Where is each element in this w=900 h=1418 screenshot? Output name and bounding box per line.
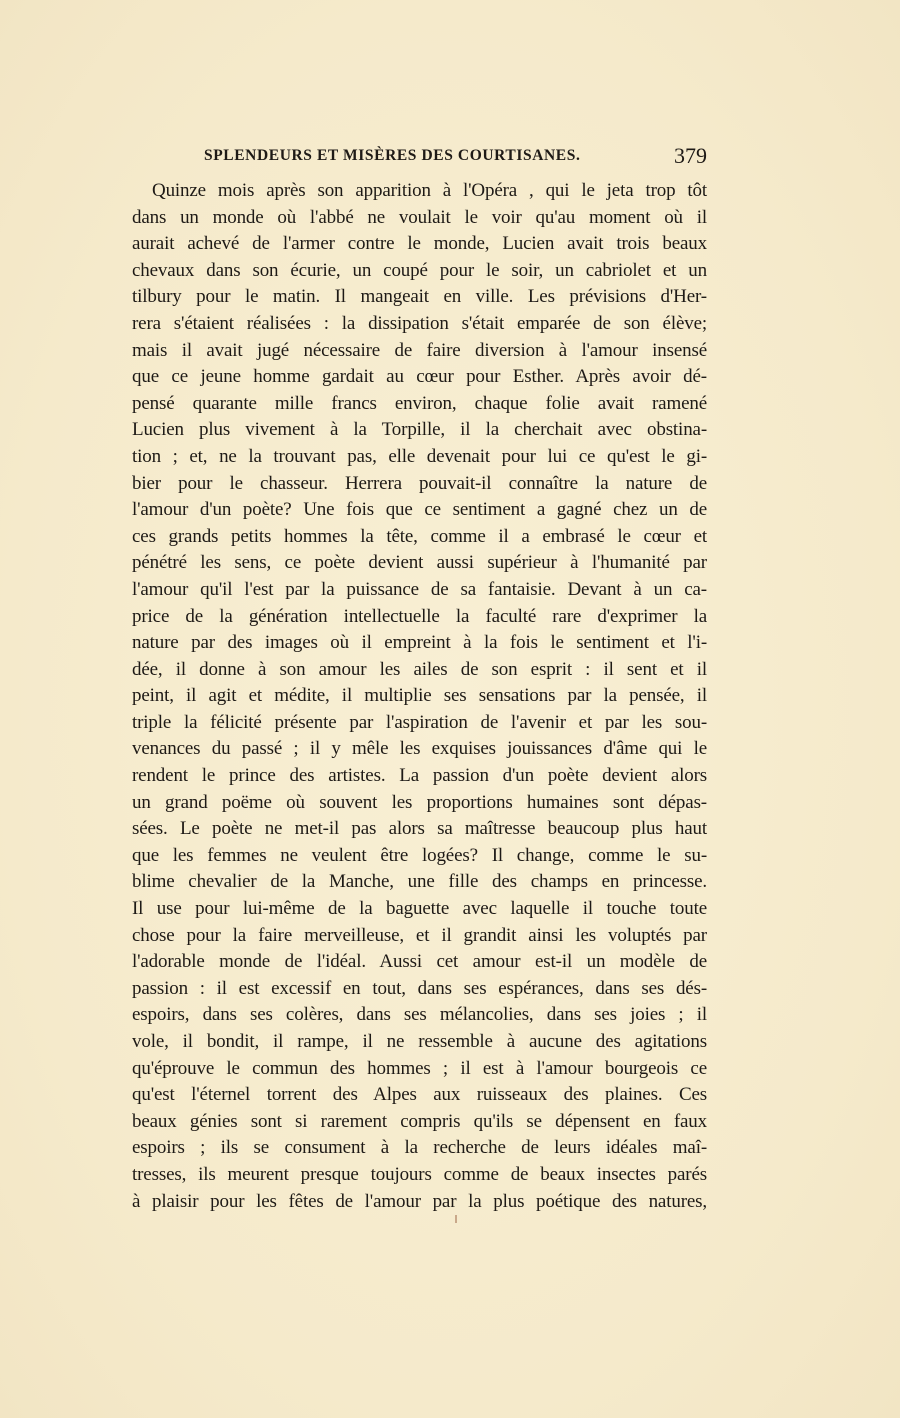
text-line: price de la génération intellectuelle la faculté rare d'exprimer la xyxy=(132,605,707,627)
text-line: tion ; et, ne la trouvant pas, elle devenait pour lui ce qu'est le gi- xyxy=(132,445,707,467)
text-line: qu'est l'éternel torrent des Alpes aux ruisseaux des plaines. Ces xyxy=(132,1084,707,1106)
text-line: ces grands petits hommes la tête, comme il a embrasé le cœur et xyxy=(132,525,707,547)
text-line: bier pour le chasseur. Herrera pouvait-il connaître la nature de xyxy=(132,472,707,494)
text-line: l'amour d'un poète? Une fois que ce sentiment a gagné chez un de xyxy=(132,499,707,521)
text-line: espoirs, dans ses colères, dans ses mélancolies, dans ses joies ; il xyxy=(132,1004,707,1026)
page-number: 379 xyxy=(674,143,707,168)
text-line: un grand poëme où souvent les proportions humaines sont dépas- xyxy=(132,791,707,813)
text-line: venances du passé ; il y mêle les exquises jouissances d'âme qui le xyxy=(132,738,707,760)
running-title: SPLENDEURS ET MISÈRES DES COURTISANES. xyxy=(204,147,581,164)
body-text xyxy=(132,178,707,1215)
text-line: que ce jeune homme gardait au cœur pour Esther. Après avoir dé- xyxy=(132,366,707,388)
text-line: Quinze mois après son apparition à l'Opéra , qui le jeta trop tôt xyxy=(152,180,707,201)
text-line: Il use pour lui-même de la baguette avec laquelle il touche toute xyxy=(132,898,707,920)
text-line: pensé quarante mille francs environ, chaque folie avait ramené xyxy=(132,392,707,414)
text-line: chose pour la faire merveilleuse, et il grandit ainsi les voluptés par xyxy=(132,924,707,946)
text-line: qu'éprouve le commun des hommes ; il est à l'amour bourgeois ce xyxy=(132,1057,707,1079)
text-line: beaux génies sont si rarement compris qu'ils se dépensent en faux xyxy=(132,1110,707,1132)
text-line: dée, il donne à son amour les ailes de son esprit : il sent et il xyxy=(132,658,707,680)
text-line: mais il avait jugé nécessaire de faire diversion à l'amour insensé xyxy=(132,339,707,361)
text-line: Lucien plus vivement à la Torpille, il la cherchait avec obstina- xyxy=(132,419,707,441)
text-line: nature par des images où il empreint à la fois le sentiment et l'i- xyxy=(132,632,707,654)
text-line: vole, il bondit, il rampe, il ne ressemble à aucune des agitations xyxy=(132,1031,707,1052)
text-line: chevaux dans son écurie, un coupé pour le soir, un cabriolet et un xyxy=(132,259,707,281)
text-line: peint, il agit et médite, il multiplie ses sensations par la pensée, il xyxy=(132,685,707,707)
text-line: pénétré les sens, ce poète devient aussi supérieur à l'humanité par xyxy=(132,552,707,574)
text-line: dans un monde où l'abbé ne voulait le voir qu'au moment où il xyxy=(132,206,707,228)
text-line: sées. Le poète ne met-il pas alors sa maîtresse beaucoup plus haut xyxy=(132,818,707,840)
text-line: blime chevalier de la Manche, une fille des champs en princesse. xyxy=(132,871,707,893)
text-line: passion : il est excessif en tout, dans ses espérances, dans ses dés- xyxy=(132,977,707,999)
text-line: que les femmes ne veulent être logées? Il change, comme le su- xyxy=(132,844,707,866)
text-line: triple la félicité présente par l'aspiration de l'avenir et par les sou- xyxy=(132,711,707,733)
ink-speck xyxy=(455,1215,457,1223)
text-line: rera s'étaient réalisées : la dissipation s'était emparée de son élève; xyxy=(132,312,707,334)
text-line: rendent le prince des artistes. La passion d'un poète devient alors xyxy=(132,765,707,787)
text-line: tilbury pour le matin. Il mangeait en ville. Les prévisions d'Her- xyxy=(132,286,707,308)
text-line: aurait achevé de l'armer contre le monde, Lucien avait trois beaux xyxy=(132,233,707,255)
text-line: tresses, ils meurent presque toujours comme de beaux insectes parés xyxy=(132,1163,707,1185)
text-line: l'adorable monde de l'idéal. Aussi cet amour est-il un modèle de xyxy=(132,951,707,973)
page-header xyxy=(132,145,707,171)
text-line: espoirs ; ils se consument à la recherche de leurs idéales maî- xyxy=(132,1137,707,1159)
text-line: à plaisir pour les fêtes de l'amour par la plus poétique des natures, xyxy=(132,1190,707,1212)
text-line: l'amour qu'il l'est par la puissance de sa fantaisie. Devant à un ca- xyxy=(132,578,707,600)
